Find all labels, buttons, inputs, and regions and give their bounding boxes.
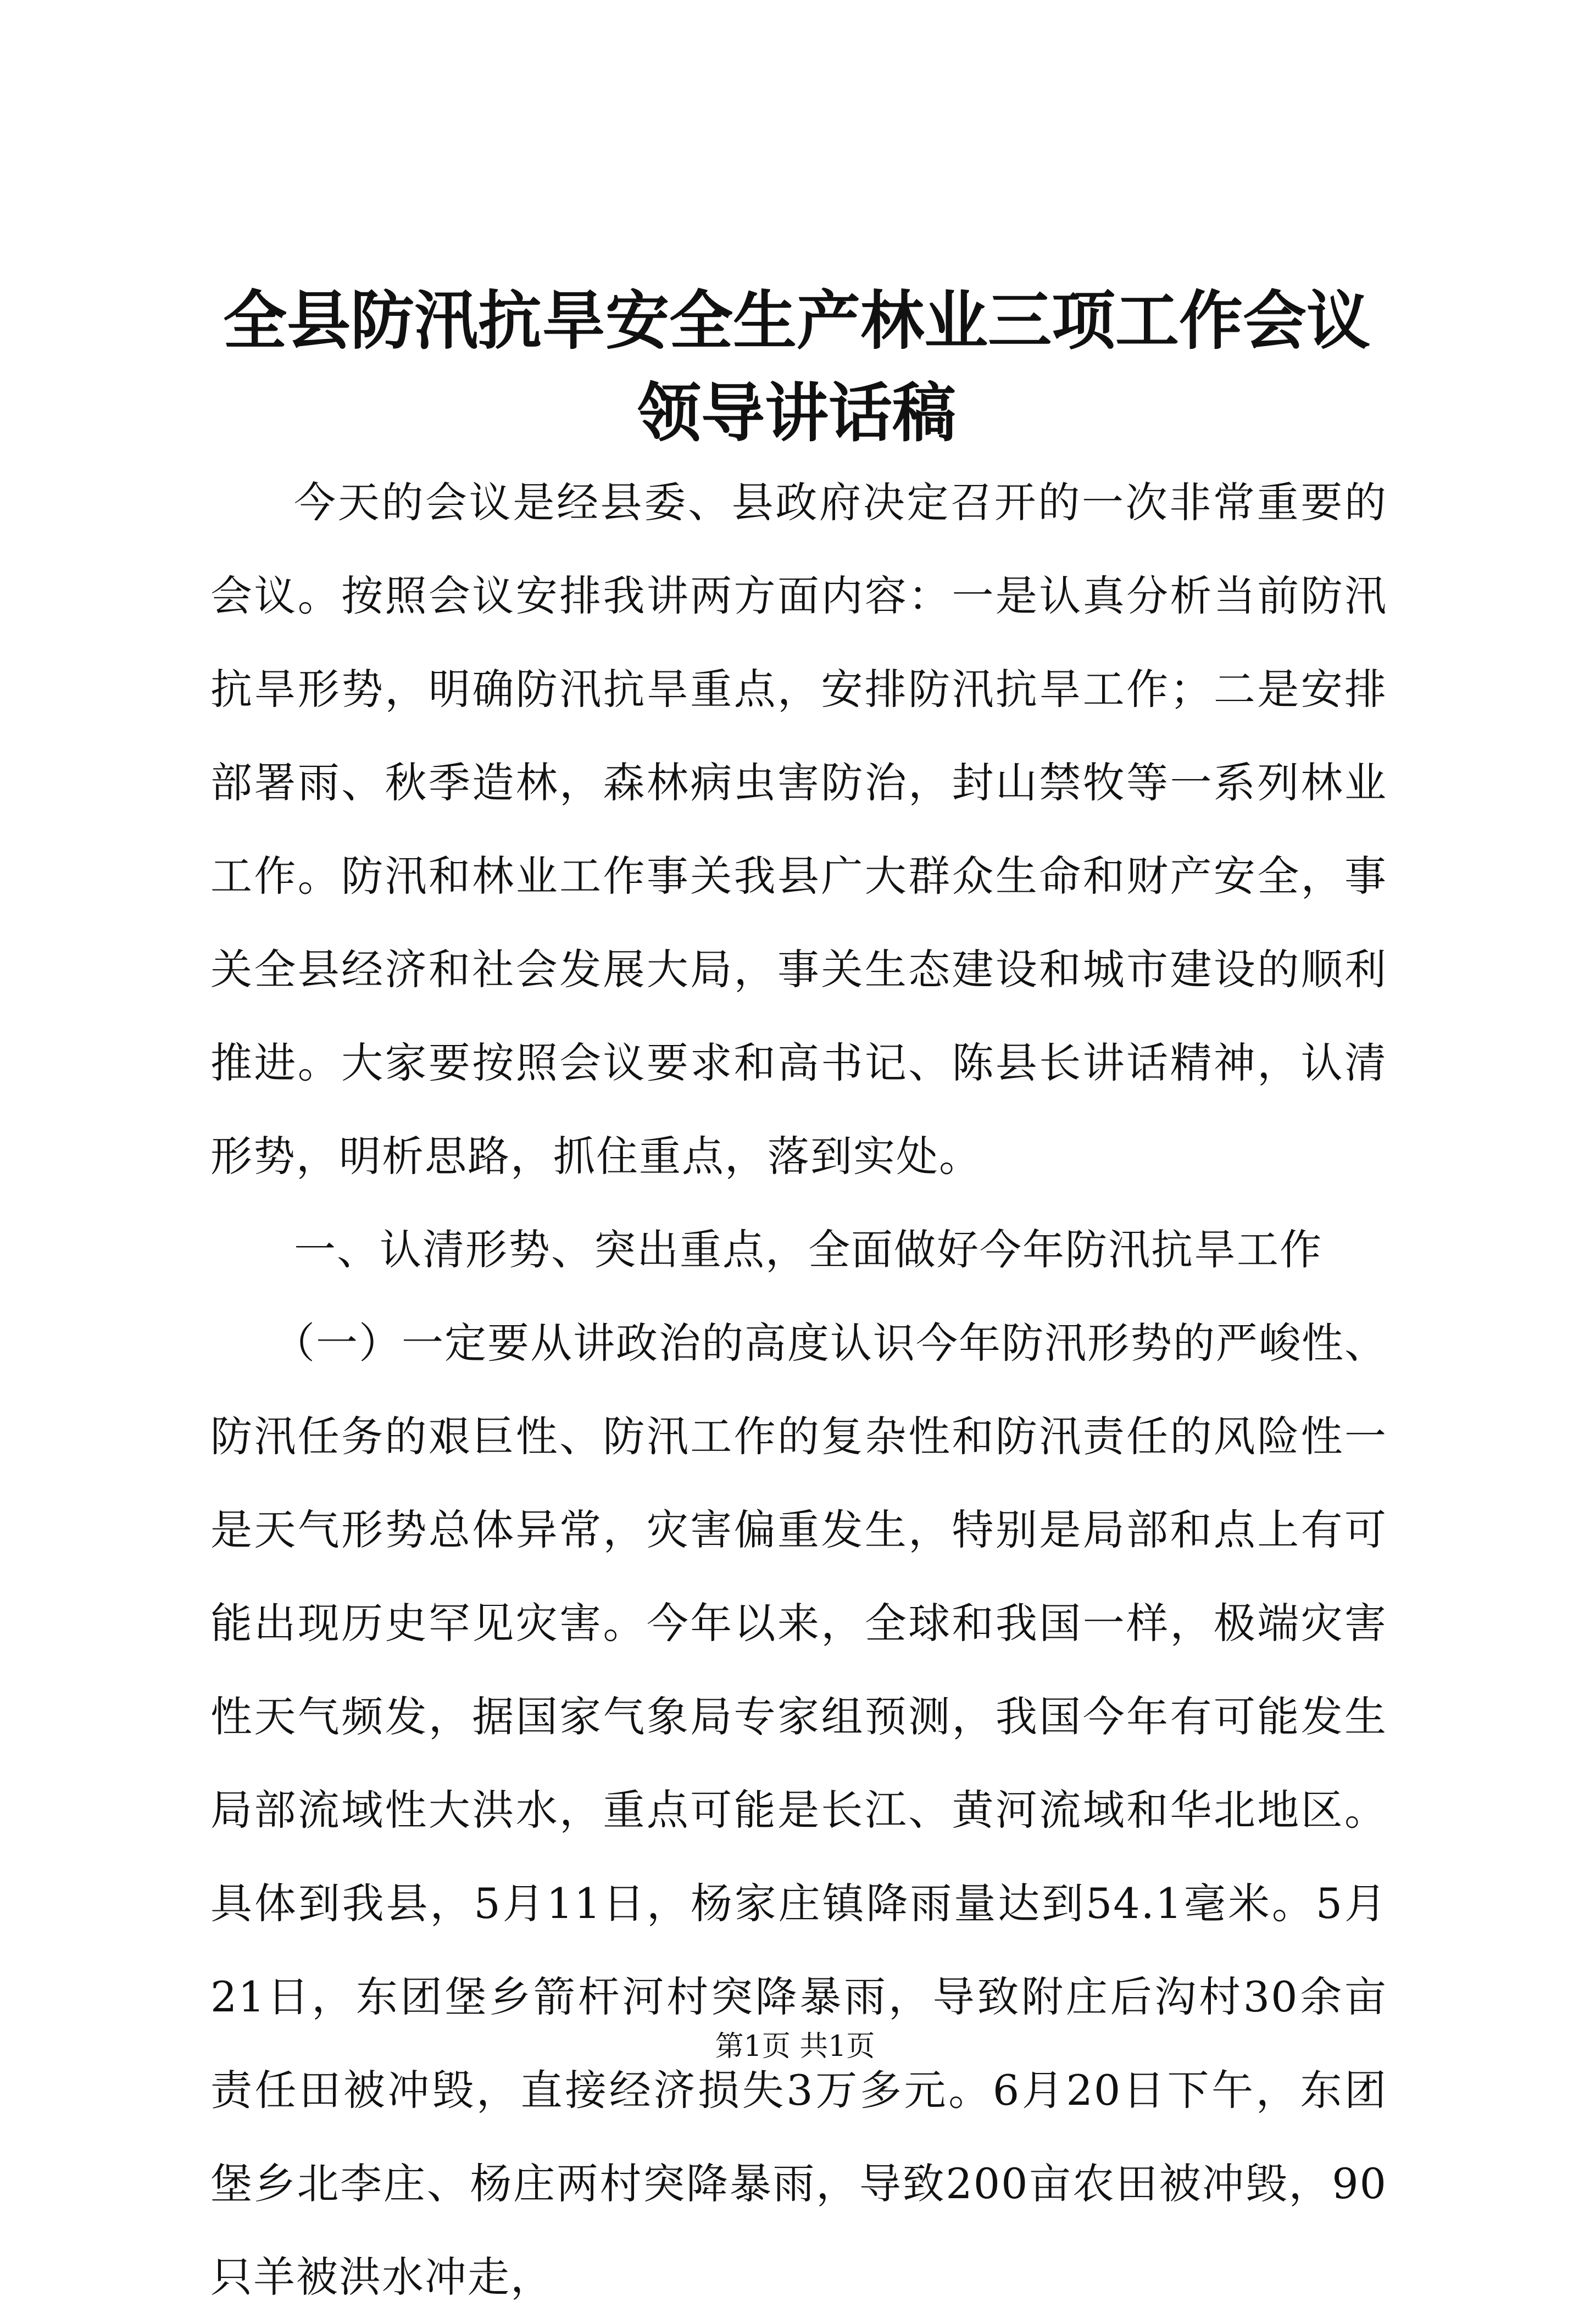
- section-heading: 一、认清形势、突出重点，全面做好今年防汛抗旱工作: [294, 1225, 1322, 1274]
- body-paragraph-flood-situation: （一）一定要从讲政治的高度认识今年防汛形势的严峻性、防汛任务的艰巨性、防汛工作的复杂性和防汛责任的风险性一是天气形势总体异常，灾害偏重发生，特别是局部和点上有可能出现历史罕见灾害。今年以来，全球和我国一样，极端灾害性天气频发，据国家气象局专家组预测，我国今年有可能发生局部流域性大洪水，重点可能是长江、黄河流域和华北地区。具体到我县，5月11日，杨家庄镇降雨量达到54.1毫米。5月21日，东团堡乡箭杆河村突降暴雨，导致附庄后沟村30余亩责任田被冲毁，直接经济损失3万多元。6月20日下午，东团堡乡北李庄、杨庄两村突降暴雨，导致200亩农田被冲毁，90只羊被洪水冲走，: [210, 1319, 1387, 2301]
- body-paragraph-intro: 今天的会议是经县委、县政府决定召开的一次非常重要的会议。按照会议安排我讲两方面内容：一是认真分析当前防汛抗旱形势，明确防汛抗旱重点，安排防汛抗旱工作；二是安排部署雨、秋季造林，森林病虫害防治，封山禁牧等一系列林业工作。防汛和林业工作事关我县广大群众生命和财产安全，事关全县经济和社会发展大局，事关生态建设和城市建设的顺利推进。大家要按照会议要求和高书记、陈县长讲话精神，认清形势，明析思路，抓住重点，落到实处。: [210, 478, 1387, 1181]
- document-title: 全县防汛抗旱安全生产林业三项工作会议领导讲话稿: [223, 283, 1370, 451]
- page-footer: 第1页 共1页: [715, 2030, 875, 2063]
